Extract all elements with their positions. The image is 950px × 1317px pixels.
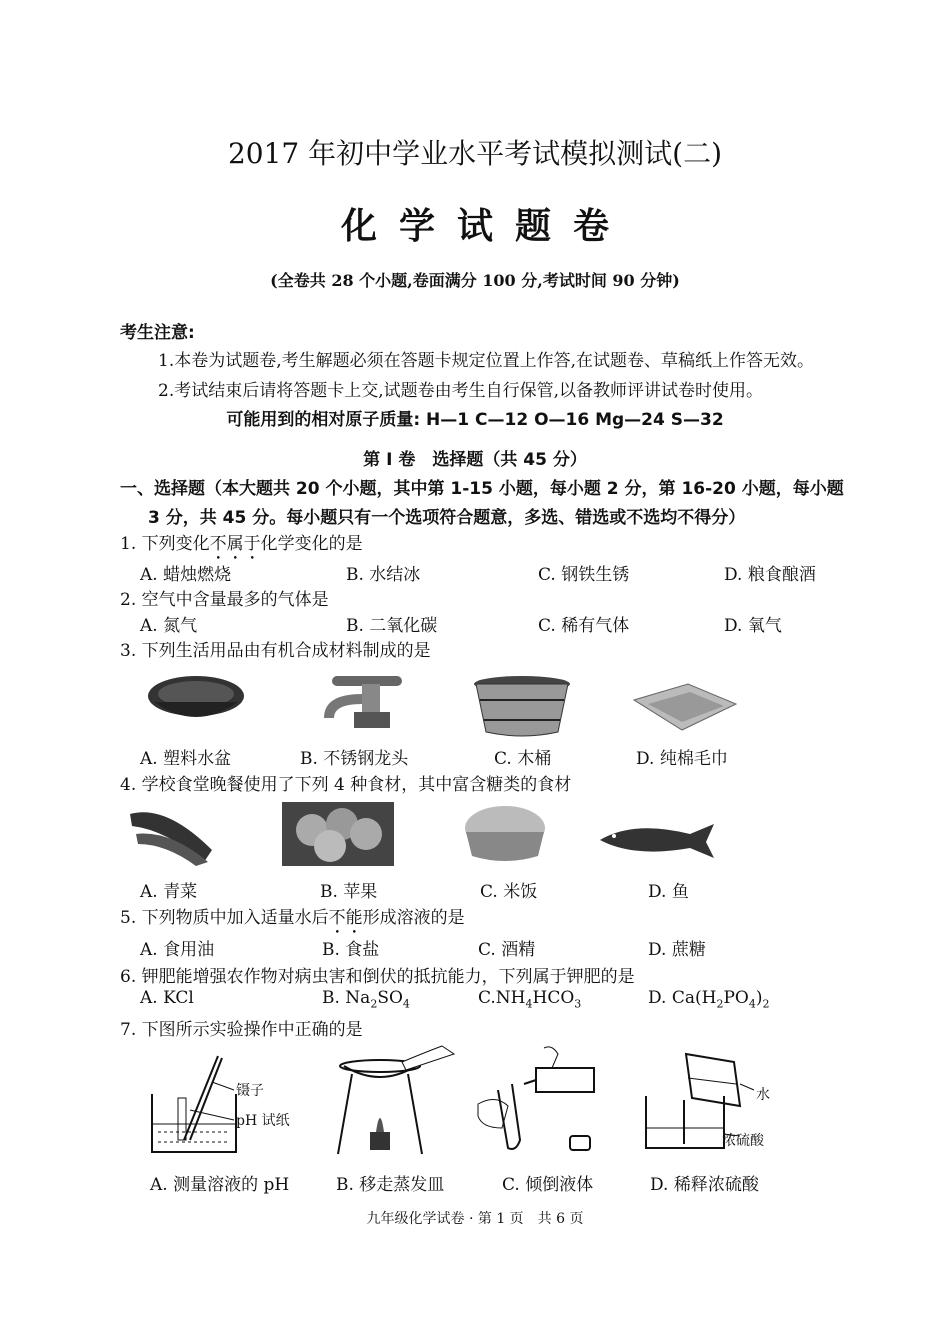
question-3: 3. 下列生活用品由有机合成材料制成的是 — [120, 641, 431, 661]
cotton-towel-image — [628, 680, 740, 736]
q5-option-b: B. 食盐 — [322, 940, 380, 960]
apples-image — [282, 802, 394, 866]
page-footer: 九年级化学试卷 · 第 1 页 共 6 页 — [366, 1211, 584, 1227]
q7-option-b: B. 移走蒸发皿 — [336, 1175, 445, 1195]
question-2: 2. 空气中含量最多的气体是 — [120, 590, 329, 610]
q6-c-sub2: 3 — [574, 997, 582, 1011]
q6-b-sub1: 2 — [370, 997, 378, 1011]
q6-option-c — [478, 988, 581, 1010]
label-tweezers: 镊子 — [236, 1083, 264, 1099]
q1-option-c: C. 钢铁生锈 — [538, 565, 630, 585]
q6-d-text: D. Ca(H — [648, 988, 717, 1008]
q7-option-a: A. 测量溶液的 pH — [150, 1175, 290, 1195]
q3-option-b: B. 不锈钢龙头 — [300, 749, 409, 769]
notice-heading: 考生注意: — [120, 323, 195, 343]
wooden-bucket-image — [468, 672, 576, 740]
question-1-post: 化学变化的是 — [260, 534, 363, 554]
ph-test-diagram — [140, 1050, 300, 1158]
question-1-pre: 1. 下列变化 — [120, 534, 210, 554]
q5-option-d: D. 蔗糖 — [648, 940, 706, 960]
evaporating-dish-diagram — [330, 1044, 460, 1160]
section-heading-line2: 3 分，共 45 分。每小题只有一个选项符合题意，多选、错选或不选均不得分） — [148, 508, 746, 528]
q4-option-c: C. 米饭 — [480, 882, 538, 902]
q4-option-a: A. 青菜 — [140, 882, 198, 902]
question-7: 7. 下图所示实验操作中正确的是 — [120, 1020, 363, 1040]
q6-d-sub3: 2 — [762, 997, 770, 1011]
plastic-basin-image — [146, 672, 246, 732]
q6-b-text: B. Na — [322, 988, 371, 1008]
q2-option-b: B. 二氧化碳 — [346, 616, 438, 636]
greens-image — [126, 800, 216, 868]
q6-option-a: A. KCl — [140, 988, 194, 1008]
rice-image — [462, 802, 548, 866]
q5-option-c: C. 酒精 — [478, 940, 536, 960]
q6-c-sub1: 4 — [525, 997, 533, 1011]
q3-option-d: D. 纯棉毛巾 — [636, 749, 728, 769]
q1-option-b: B. 水结冰 — [346, 565, 421, 585]
q3-option-c: C. 木桶 — [494, 749, 552, 769]
q3-option-a: A. 塑料水盆 — [140, 749, 232, 769]
fish-image — [594, 818, 718, 862]
atomic-mass-line: 可能用到的相对原子质量: H—1 C—12 O—16 Mg—24 S—32 — [226, 410, 724, 430]
q2-option-d: D. 氧气 — [724, 616, 782, 636]
part-heading: 第 Ⅰ 卷 选择题（共 45 分） — [363, 450, 587, 470]
q6-c-mid: HCO — [532, 988, 575, 1008]
subject-title: 化学试题卷 — [340, 206, 631, 247]
pouring-liquid-diagram — [472, 1044, 612, 1160]
question-1 — [120, 529, 363, 564]
q5-option-a: A. 食用油 — [140, 940, 215, 960]
question-5-pre: 5. 下列物质中加入适量水后 — [120, 908, 329, 928]
q6-option-b — [322, 988, 410, 1010]
q7-option-c: C. 倾倒液体 — [502, 1175, 594, 1195]
q6-d-mid: PO — [723, 988, 749, 1008]
question-5 — [120, 903, 465, 938]
q7-option-d: D. 稀释浓硫酸 — [650, 1175, 759, 1195]
q6-b-sub2: 4 — [402, 997, 410, 1011]
exam-info: (全卷共 28 个小题,卷面满分 100 分,考试时间 90 分钟) — [270, 271, 680, 290]
label-ph-paper: pH 试纸 — [236, 1113, 290, 1129]
q6-c-text: C.NH — [478, 988, 526, 1008]
question-5-post: 形成溶液的是 — [362, 908, 465, 928]
q6-option-d — [648, 988, 769, 1010]
label-water: 水 — [756, 1087, 770, 1103]
q2-option-a: A. 氮气 — [140, 616, 198, 636]
q6-b-mid: SO — [377, 988, 403, 1008]
faucet-image — [310, 672, 410, 740]
q2-option-c: C. 稀有气体 — [538, 616, 630, 636]
q1-option-a: A. 蜡烛燃烧 — [140, 565, 232, 585]
section-heading-line1: 一、选择题（本大题共 20 个小题，其中第 1-15 小题，每小题 2 分，第 16-20 小题，每小题 — [120, 479, 844, 499]
label-conc-acid: 浓硫酸 — [722, 1133, 764, 1149]
q6-d-sub1: 2 — [716, 997, 724, 1011]
q6-d-sub2: 4 — [748, 997, 756, 1011]
notice-item-1: 1.本卷为试题卷,考生解题必须在答题卡规定位置上作答,在试题卷、草稿纸上作答无效。 — [158, 351, 815, 371]
exam-title: 2017 年初中学业水平考试模拟测试(二) — [227, 137, 722, 170]
q4-option-d: D. 鱼 — [648, 882, 689, 902]
question-6: 6. 钾肥能增强农作物对病虫害和倒伏的抵抗能力，下列属于钾肥的是 — [120, 967, 635, 987]
q1-option-d: D. 粮食酿酒 — [724, 565, 816, 585]
q4-option-b: B. 苹果 — [320, 882, 378, 902]
question-4: 4. 学校食堂晚餐使用了下列 4 种食材，其中富含糖类的食材 — [120, 775, 572, 795]
notice-item-2: 2.考试结束后请将答题卡上交,试题卷由考生自行保管,以备教师评讲试卷时使用。 — [158, 381, 764, 401]
question-5-emphasis: 不能 — [328, 908, 363, 928]
q6-d-close: ) — [755, 988, 763, 1008]
question-1-emphasis: 不属于 — [209, 534, 261, 554]
